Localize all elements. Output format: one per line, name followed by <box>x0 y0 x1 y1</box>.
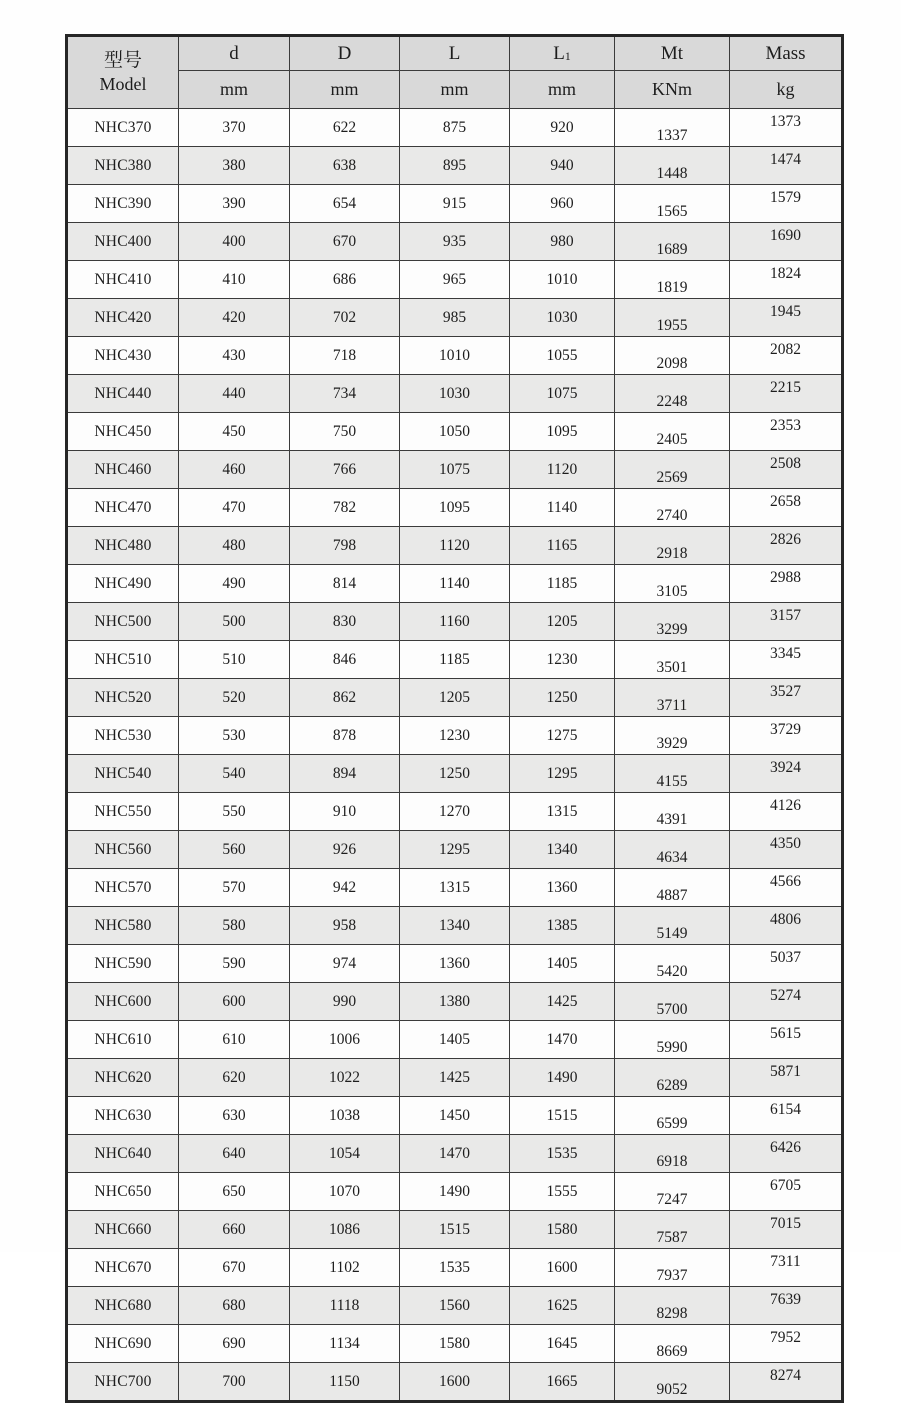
header-col-Mass <box>730 36 843 71</box>
cell-Mt: 3929 <box>615 717 730 755</box>
cell-d: 650 <box>179 1173 290 1211</box>
table-row <box>67 1173 843 1211</box>
cell-model: NHC640 <box>67 1135 179 1173</box>
cell-D: 1134 <box>290 1325 400 1363</box>
table-row <box>67 413 843 451</box>
cell-d: 630 <box>179 1097 290 1135</box>
cell-model: NHC580 <box>67 907 179 945</box>
cell-model: NHC460 <box>67 451 179 489</box>
cell-Mt: 4391 <box>615 793 730 831</box>
cell-Mt: 3711 <box>615 679 730 717</box>
cell-L: 1580 <box>400 1325 510 1363</box>
table-row <box>67 1059 843 1097</box>
cell-L1: 1185 <box>510 565 615 603</box>
table-row <box>67 1135 843 1173</box>
cell-model: NHC680 <box>67 1287 179 1325</box>
cell-L1: 1315 <box>510 793 615 831</box>
cell-D: 1086 <box>290 1211 400 1249</box>
cell-d: 400 <box>179 223 290 261</box>
table-row <box>67 1211 843 1249</box>
table-row <box>67 299 843 337</box>
table-row <box>67 755 843 793</box>
table-row <box>67 1097 843 1135</box>
cell-Mt: 7587 <box>615 1211 730 1249</box>
cell-L1: 1010 <box>510 261 615 299</box>
col-label: Mt <box>660 42 684 64</box>
cell-d: 450 <box>179 413 290 451</box>
header-model-en: Model <box>99 73 147 94</box>
cell-L1: 1230 <box>510 641 615 679</box>
cell-D: 622 <box>290 109 400 147</box>
cell-D: 926 <box>290 831 400 869</box>
cell-Mt: 5700 <box>615 983 730 1021</box>
cell-d: 410 <box>179 261 290 299</box>
header-col-L <box>400 36 510 71</box>
table-row <box>67 185 843 223</box>
cell-Mt: 4155 <box>615 755 730 793</box>
cell-Mt: 7247 <box>615 1173 730 1211</box>
col-label: D <box>337 42 352 64</box>
header-model <box>67 36 179 109</box>
table-row <box>67 907 843 945</box>
header-col-Mt <box>615 36 730 71</box>
cell-Mt: 2248 <box>615 375 730 413</box>
cell-d: 700 <box>179 1363 290 1402</box>
cell-L1: 1295 <box>510 755 615 793</box>
cell-L1: 1120 <box>510 451 615 489</box>
cell-d: 370 <box>179 109 290 147</box>
cell-model: NHC530 <box>67 717 179 755</box>
cell-L1: 1555 <box>510 1173 615 1211</box>
cell-Mass: 2353 <box>730 413 843 451</box>
cell-model: NHC570 <box>67 869 179 907</box>
cell-D: 814 <box>290 565 400 603</box>
cell-Mass: 2082 <box>730 337 843 375</box>
cell-D: 734 <box>290 375 400 413</box>
cell-d: 610 <box>179 1021 290 1059</box>
cell-L: 1120 <box>400 527 510 565</box>
table-row <box>67 831 843 869</box>
cell-Mass: 1579 <box>730 185 843 223</box>
cell-Mass: 4350 <box>730 831 843 869</box>
cell-Mt: 5420 <box>615 945 730 983</box>
cell-d: 570 <box>179 869 290 907</box>
table-row <box>67 489 843 527</box>
cell-L: 1250 <box>400 755 510 793</box>
cell-L: 1340 <box>400 907 510 945</box>
col-label-sub: 1 <box>564 49 571 63</box>
header-model-zh: 型号 <box>103 49 142 71</box>
cell-L1: 1470 <box>510 1021 615 1059</box>
cell-D: 1006 <box>290 1021 400 1059</box>
cell-Mt: 2405 <box>615 413 730 451</box>
cell-D: 638 <box>290 147 400 185</box>
cell-Mass: 1824 <box>730 261 843 299</box>
table-row <box>67 223 843 261</box>
table-row <box>67 945 843 983</box>
cell-Mass: 3157 <box>730 603 843 641</box>
cell-Mass: 2658 <box>730 489 843 527</box>
cell-Mt: 2740 <box>615 489 730 527</box>
cell-Mass: 4566 <box>730 869 843 907</box>
cell-L: 1295 <box>400 831 510 869</box>
cell-Mt: 1819 <box>615 261 730 299</box>
cell-L: 935 <box>400 223 510 261</box>
header-col-L1 <box>510 36 615 71</box>
cell-L1: 1095 <box>510 413 615 451</box>
cell-L1: 1055 <box>510 337 615 375</box>
cell-D: 670 <box>290 223 400 261</box>
spec-table <box>65 34 844 1403</box>
col-label: L <box>448 42 461 64</box>
cell-model: NHC520 <box>67 679 179 717</box>
cell-L1: 1425 <box>510 983 615 1021</box>
cell-Mass: 6705 <box>730 1173 843 1211</box>
cell-D: 910 <box>290 793 400 831</box>
cell-L1: 1165 <box>510 527 615 565</box>
cell-d: 620 <box>179 1059 290 1097</box>
cell-L1: 940 <box>510 147 615 185</box>
cell-L1: 980 <box>510 223 615 261</box>
cell-L: 1560 <box>400 1287 510 1325</box>
cell-Mt: 5990 <box>615 1021 730 1059</box>
cell-model: NHC380 <box>67 147 179 185</box>
cell-Mt: 2098 <box>615 337 730 375</box>
cell-L: 1470 <box>400 1135 510 1173</box>
cell-L: 875 <box>400 109 510 147</box>
cell-L1: 1140 <box>510 489 615 527</box>
cell-L1: 1275 <box>510 717 615 755</box>
cell-Mass: 3729 <box>730 717 843 755</box>
cell-Mt: 2569 <box>615 451 730 489</box>
cell-L1: 920 <box>510 109 615 147</box>
table-row <box>67 641 843 679</box>
cell-model: NHC600 <box>67 983 179 1021</box>
cell-Mt: 7937 <box>615 1249 730 1287</box>
header-unit-D: mm <box>290 71 400 109</box>
table-row <box>67 717 843 755</box>
cell-L1: 1580 <box>510 1211 615 1249</box>
cell-model: NHC450 <box>67 413 179 451</box>
col-label: L <box>553 42 565 64</box>
cell-Mass: 2988 <box>730 565 843 603</box>
cell-L: 1010 <box>400 337 510 375</box>
table-row <box>67 109 843 147</box>
cell-Mass: 2826 <box>730 527 843 565</box>
cell-d: 690 <box>179 1325 290 1363</box>
cell-D: 1150 <box>290 1363 400 1402</box>
cell-Mt: 1565 <box>615 185 730 223</box>
cell-d: 500 <box>179 603 290 641</box>
cell-L: 915 <box>400 185 510 223</box>
table-row <box>67 1287 843 1325</box>
table-row <box>67 1363 843 1402</box>
cell-d: 460 <box>179 451 290 489</box>
cell-d: 600 <box>179 983 290 1021</box>
cell-model: NHC670 <box>67 1249 179 1287</box>
cell-L1: 1385 <box>510 907 615 945</box>
table-row <box>67 983 843 1021</box>
cell-Mt: 1448 <box>615 147 730 185</box>
cell-D: 766 <box>290 451 400 489</box>
cell-Mt: 3105 <box>615 565 730 603</box>
cell-Mass: 1474 <box>730 147 843 185</box>
cell-Mt: 6289 <box>615 1059 730 1097</box>
cell-d: 420 <box>179 299 290 337</box>
cell-d: 480 <box>179 527 290 565</box>
cell-Mass: 7952 <box>730 1325 843 1363</box>
cell-L: 1315 <box>400 869 510 907</box>
table-row <box>67 261 843 299</box>
table-row <box>67 603 843 641</box>
cell-L1: 1490 <box>510 1059 615 1097</box>
table-row <box>67 1325 843 1363</box>
cell-D: 974 <box>290 945 400 983</box>
cell-D: 1022 <box>290 1059 400 1097</box>
cell-model: NHC490 <box>67 565 179 603</box>
header-unit-d: mm <box>179 71 290 109</box>
cell-Mass: 5615 <box>730 1021 843 1059</box>
cell-Mt: 4634 <box>615 831 730 869</box>
cell-L: 895 <box>400 147 510 185</box>
cell-Mass: 2215 <box>730 375 843 413</box>
cell-Mass: 1945 <box>730 299 843 337</box>
cell-L: 1600 <box>400 1363 510 1402</box>
cell-model: NHC400 <box>67 223 179 261</box>
cell-Mt: 3299 <box>615 603 730 641</box>
table-row <box>67 527 843 565</box>
cell-D: 686 <box>290 261 400 299</box>
cell-L: 1405 <box>400 1021 510 1059</box>
cell-L1: 1535 <box>510 1135 615 1173</box>
cell-model: NHC540 <box>67 755 179 793</box>
cell-L1: 1075 <box>510 375 615 413</box>
cell-D: 990 <box>290 983 400 1021</box>
cell-L1: 1360 <box>510 869 615 907</box>
cell-D: 958 <box>290 907 400 945</box>
col-label: d <box>229 42 239 64</box>
cell-model: NHC630 <box>67 1097 179 1135</box>
cell-Mt: 4887 <box>615 869 730 907</box>
table-header <box>67 36 843 109</box>
cell-d: 640 <box>179 1135 290 1173</box>
header-row-labels <box>67 36 843 71</box>
cell-D: 750 <box>290 413 400 451</box>
cell-L1: 1645 <box>510 1325 615 1363</box>
cell-Mass: 5037 <box>730 945 843 983</box>
cell-L: 1185 <box>400 641 510 679</box>
cell-L: 1050 <box>400 413 510 451</box>
cell-Mt: 1689 <box>615 223 730 261</box>
header-col-D <box>290 36 400 71</box>
cell-Mt: 3501 <box>615 641 730 679</box>
cell-d: 580 <box>179 907 290 945</box>
table-row <box>67 679 843 717</box>
cell-D: 942 <box>290 869 400 907</box>
cell-Mass: 4806 <box>730 907 843 945</box>
cell-L: 965 <box>400 261 510 299</box>
cell-L: 1205 <box>400 679 510 717</box>
cell-d: 590 <box>179 945 290 983</box>
header-unit-Mt: KNm <box>615 71 730 109</box>
cell-Mt: 8298 <box>615 1287 730 1325</box>
cell-d: 550 <box>179 793 290 831</box>
cell-d: 670 <box>179 1249 290 1287</box>
cell-Mass: 1373 <box>730 109 843 147</box>
cell-D: 1038 <box>290 1097 400 1135</box>
cell-d: 530 <box>179 717 290 755</box>
cell-d: 560 <box>179 831 290 869</box>
header-unit-Mass: kg <box>730 71 843 109</box>
cell-D: 718 <box>290 337 400 375</box>
cell-L1: 1405 <box>510 945 615 983</box>
cell-model: NHC480 <box>67 527 179 565</box>
cell-L1: 1625 <box>510 1287 615 1325</box>
cell-L: 1380 <box>400 983 510 1021</box>
cell-Mass: 3527 <box>730 679 843 717</box>
cell-L: 1490 <box>400 1173 510 1211</box>
cell-d: 440 <box>179 375 290 413</box>
table-row <box>67 337 843 375</box>
cell-L: 1360 <box>400 945 510 983</box>
table-row <box>67 565 843 603</box>
table-row <box>67 869 843 907</box>
cell-L: 1160 <box>400 603 510 641</box>
cell-model: NHC660 <box>67 1211 179 1249</box>
cell-Mass: 7311 <box>730 1249 843 1287</box>
cell-L1: 1205 <box>510 603 615 641</box>
table-row <box>67 1249 843 1287</box>
cell-model: NHC700 <box>67 1363 179 1402</box>
cell-D: 862 <box>290 679 400 717</box>
cell-L: 1230 <box>400 717 510 755</box>
cell-D: 654 <box>290 185 400 223</box>
cell-D: 846 <box>290 641 400 679</box>
col-label: Mass <box>765 42 806 64</box>
header-col-d <box>179 36 290 71</box>
cell-model: NHC620 <box>67 1059 179 1097</box>
table-row <box>67 451 843 489</box>
cell-model: NHC430 <box>67 337 179 375</box>
cell-d: 540 <box>179 755 290 793</box>
cell-D: 798 <box>290 527 400 565</box>
cell-Mt: 8669 <box>615 1325 730 1363</box>
cell-L: 1270 <box>400 793 510 831</box>
cell-d: 680 <box>179 1287 290 1325</box>
cell-L: 1095 <box>400 489 510 527</box>
cell-D: 782 <box>290 489 400 527</box>
table-body <box>67 109 843 1402</box>
cell-L1: 1340 <box>510 831 615 869</box>
cell-Mass: 6426 <box>730 1135 843 1173</box>
header-unit-L: mm <box>400 71 510 109</box>
cell-Mass: 7639 <box>730 1287 843 1325</box>
table-row <box>67 375 843 413</box>
cell-Mt: 6918 <box>615 1135 730 1173</box>
cell-D: 894 <box>290 755 400 793</box>
cell-Mass: 5871 <box>730 1059 843 1097</box>
cell-d: 380 <box>179 147 290 185</box>
cell-D: 1054 <box>290 1135 400 1173</box>
cell-Mass: 1690 <box>730 223 843 261</box>
cell-model: NHC500 <box>67 603 179 641</box>
cell-d: 510 <box>179 641 290 679</box>
cell-model: NHC390 <box>67 185 179 223</box>
cell-L: 1515 <box>400 1211 510 1249</box>
cell-D: 878 <box>290 717 400 755</box>
table-row <box>67 1021 843 1059</box>
cell-model: NHC440 <box>67 375 179 413</box>
cell-L: 1140 <box>400 565 510 603</box>
cell-L1: 1665 <box>510 1363 615 1402</box>
cell-model: NHC560 <box>67 831 179 869</box>
cell-Mass: 8274 <box>730 1363 843 1402</box>
table-row <box>67 147 843 185</box>
cell-Mass: 7015 <box>730 1211 843 1249</box>
cell-L1: 1515 <box>510 1097 615 1135</box>
cell-Mt: 1337 <box>615 109 730 147</box>
cell-model: NHC650 <box>67 1173 179 1211</box>
cell-Mass: 5274 <box>730 983 843 1021</box>
cell-model: NHC590 <box>67 945 179 983</box>
cell-L: 1075 <box>400 451 510 489</box>
cell-D: 1118 <box>290 1287 400 1325</box>
cell-model: NHC550 <box>67 793 179 831</box>
cell-d: 520 <box>179 679 290 717</box>
cell-Mass: 4126 <box>730 793 843 831</box>
cell-model: NHC370 <box>67 109 179 147</box>
header-row-units <box>67 71 843 109</box>
cell-model: NHC610 <box>67 1021 179 1059</box>
cell-model: NHC470 <box>67 489 179 527</box>
cell-Mt: 9052 <box>615 1363 730 1402</box>
cell-L: 1030 <box>400 375 510 413</box>
cell-Mt: 2918 <box>615 527 730 565</box>
cell-D: 830 <box>290 603 400 641</box>
cell-L1: 1250 <box>510 679 615 717</box>
header-unit-L1: mm <box>510 71 615 109</box>
cell-L: 1535 <box>400 1249 510 1287</box>
cell-model: NHC690 <box>67 1325 179 1363</box>
cell-L: 1450 <box>400 1097 510 1135</box>
cell-d: 660 <box>179 1211 290 1249</box>
cell-d: 490 <box>179 565 290 603</box>
cell-model: NHC510 <box>67 641 179 679</box>
cell-L1: 1030 <box>510 299 615 337</box>
cell-model: NHC410 <box>67 261 179 299</box>
cell-d: 430 <box>179 337 290 375</box>
cell-D: 1070 <box>290 1173 400 1211</box>
cell-L: 985 <box>400 299 510 337</box>
cell-Mt: 1955 <box>615 299 730 337</box>
cell-model: NHC420 <box>67 299 179 337</box>
cell-Mass: 3345 <box>730 641 843 679</box>
cell-D: 1102 <box>290 1249 400 1287</box>
cell-Mt: 6599 <box>615 1097 730 1135</box>
cell-D: 702 <box>290 299 400 337</box>
cell-L1: 960 <box>510 185 615 223</box>
cell-d: 470 <box>179 489 290 527</box>
cell-Mass: 2508 <box>730 451 843 489</box>
cell-d: 390 <box>179 185 290 223</box>
cell-Mass: 3924 <box>730 755 843 793</box>
cell-L1: 1600 <box>510 1249 615 1287</box>
table-row <box>67 793 843 831</box>
cell-L: 1425 <box>400 1059 510 1097</box>
cell-Mass: 6154 <box>730 1097 843 1135</box>
cell-Mt: 5149 <box>615 907 730 945</box>
